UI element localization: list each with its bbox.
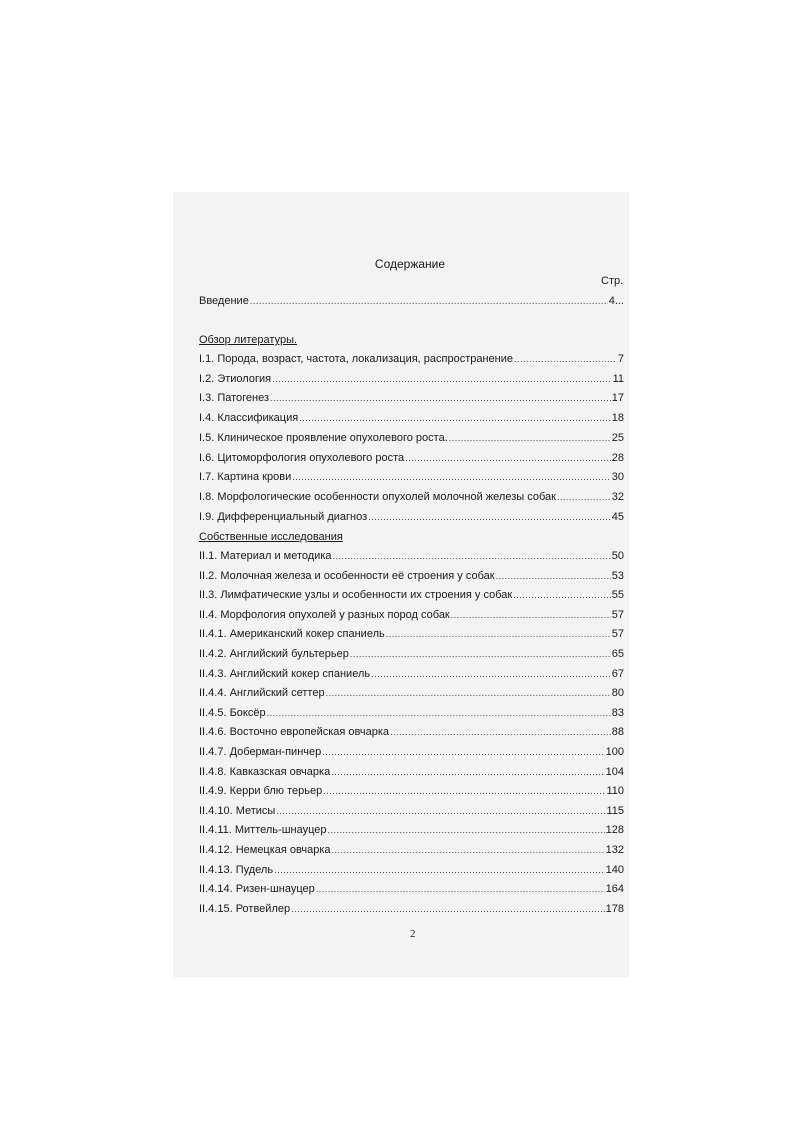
- leader-dots: [332, 845, 605, 855]
- toc-entry-label: I.1. Порода, возраст, частота, локализация, распространение: [199, 353, 514, 365]
- leader-dots: [386, 629, 611, 639]
- toc-entry-intro[interactable]: [199, 295, 624, 311]
- toc-entry[interactable]: [199, 668, 624, 684]
- toc-entry-page: 178: [605, 902, 624, 915]
- toc-entry-page: 83: [611, 706, 624, 719]
- leader-dots: [250, 296, 608, 306]
- toc-entry-page: 55: [611, 589, 624, 602]
- toc-entry[interactable]: [199, 805, 624, 821]
- toc-entry-label: I.8. Морфологические особенности опухолей молочной железы собак: [199, 490, 556, 503]
- toc-entry-page: 28: [611, 451, 624, 464]
- toc-entry[interactable]: [199, 824, 624, 840]
- toc-entry-page: 57: [611, 628, 624, 641]
- toc-entry[interactable]: [199, 883, 624, 899]
- leader-dots: [331, 767, 604, 777]
- toc-entry-label: I.6. Цитоморфология опухолевого роста: [199, 451, 405, 464]
- toc-entry[interactable]: [199, 471, 624, 487]
- toc-entry-page: 164: [605, 883, 624, 896]
- toc-entry[interactable]: [199, 353, 624, 369]
- leader-dots: [272, 374, 611, 384]
- toc-entry[interactable]: [199, 746, 624, 762]
- toc-entry[interactable]: [199, 550, 624, 566]
- leader-dots: [371, 669, 611, 679]
- toc-entry-label: II.4.6. Восточно европейская овчарка: [199, 726, 390, 739]
- toc-entry-label: II.4.3. Английский кокер спаниель: [199, 667, 371, 680]
- toc-entry-page: 32: [611, 490, 624, 503]
- toc-entry-label: Введение: [199, 295, 249, 307]
- toc-entry-label: II.3. Лимфатические узлы и особенности их строения у собак: [199, 589, 513, 602]
- toc-entry-label: II.4. Морфология опухолей у разных пород собак: [199, 608, 450, 621]
- toc-entry-page: 50: [611, 550, 624, 562]
- leader-dots: [267, 708, 611, 718]
- toc-entry-page: 45: [611, 510, 624, 523]
- leader-dots: [292, 472, 611, 482]
- toc-entry-label: II.2. Молочная железа и особенности её строения у собак: [199, 569, 495, 582]
- toc-entry[interactable]: [199, 452, 624, 468]
- toc-entry-label: II.4.2. Английский бультерьер: [199, 648, 349, 660]
- toc-entry-label: II.4.4. Английский сеттер: [199, 687, 325, 700]
- leader-dots: [328, 825, 605, 835]
- toc-entry-label: II.4.11. Миттель-шнауцер: [199, 824, 327, 837]
- leader-dots: [299, 413, 611, 423]
- toc-entry[interactable]: [199, 609, 624, 625]
- leader-dots: [274, 865, 605, 875]
- leader-dots: [514, 354, 617, 364]
- toc-entry-label: I.4. Классификация: [199, 412, 299, 425]
- leader-dots: [322, 747, 604, 757]
- toc-entry[interactable]: [199, 412, 624, 428]
- toc-entry-page: 115: [606, 804, 624, 817]
- leader-dots: [291, 904, 605, 914]
- toc-entry-page: 4...: [608, 295, 624, 307]
- leader-dots: [323, 786, 605, 796]
- toc-entry[interactable]: [199, 392, 624, 408]
- toc-entry-label: II.1. Материал и методика: [199, 550, 332, 562]
- leader-dots: [333, 551, 611, 561]
- toc-entry-label: II.4.8. Кавказская овчарка: [199, 765, 331, 778]
- toc-entry-label: II.4.1. Американский кокер спаниель: [199, 628, 385, 641]
- toc-entry[interactable]: [199, 903, 624, 919]
- leader-dots: [496, 571, 611, 581]
- toc-entry[interactable]: [199, 511, 624, 527]
- toc-entry[interactable]: [199, 864, 624, 880]
- toc-entry-label: II.4.7. Доберман-пинчер: [199, 746, 322, 758]
- toc-entry-page: 140: [605, 863, 624, 876]
- toc-entry-page: 110: [606, 785, 624, 798]
- leader-dots: [557, 492, 611, 502]
- toc-entry-label: II.4.10. Метисы: [199, 804, 276, 817]
- toc-entry-label: II.4.5. Боксёр: [199, 706, 266, 719]
- leader-dots: [405, 453, 611, 463]
- toc-title: Содержание: [374, 257, 446, 271]
- toc-entry-label: I.9. Дифференциальный диагноз: [199, 510, 368, 523]
- toc-entry-page: 53: [611, 569, 624, 582]
- toc-entry-label: II.4.13. Пудель: [199, 863, 274, 876]
- toc-entry-label: I.5. Клиническое проявление опухолевого роста.: [199, 431, 448, 444]
- toc-entry-page: 18: [611, 412, 624, 425]
- leader-dots: [449, 433, 611, 443]
- toc-entry-page: 7: [617, 353, 624, 365]
- page-column-label: Стр.: [601, 275, 624, 287]
- toc-entry[interactable]: [199, 589, 624, 605]
- leader-dots: [513, 590, 611, 600]
- toc-entry-label: II.4.14. Ризен-шнауцер: [199, 883, 315, 896]
- leader-dots: [276, 806, 605, 816]
- toc-entry[interactable]: [199, 648, 624, 664]
- leader-dots: [350, 649, 611, 659]
- toc-entry-label: II.4.15. Ротвейлер: [199, 902, 291, 915]
- toc-entry-page: 88: [611, 726, 624, 739]
- toc-entry-label: I.2. Этиология: [199, 372, 272, 385]
- section-heading-research: Собственные исследования: [199, 531, 343, 543]
- toc-entry-label: I.7. Картина крови: [199, 471, 292, 484]
- toc-entry-page: 17: [611, 392, 624, 405]
- toc-entry-label: I.3. Патогенез: [199, 392, 270, 405]
- leader-dots: [451, 610, 611, 620]
- toc-entry-page: 30: [611, 471, 624, 484]
- toc-entry[interactable]: [199, 726, 624, 742]
- toc-entry[interactable]: [199, 432, 624, 448]
- toc-entry-page: 11: [612, 372, 624, 385]
- toc-entry-page: 65: [611, 648, 624, 660]
- toc-entry-page: 80: [611, 687, 624, 700]
- toc-entry-page: 104: [605, 765, 624, 778]
- toc-entry[interactable]: [199, 491, 624, 507]
- toc-entry-label: II.4.9. Керри блю терьер: [199, 785, 323, 798]
- toc-entry[interactable]: [199, 628, 624, 644]
- leader-dots: [326, 688, 611, 698]
- leader-dots: [316, 884, 605, 894]
- toc-entry-page: 67: [611, 667, 624, 680]
- toc-entry[interactable]: [199, 844, 624, 860]
- toc-entry-label: II.4.12. Немецкая овчарка: [199, 844, 331, 856]
- toc-entry-page: 57: [611, 608, 624, 621]
- page-number: 2: [410, 928, 416, 940]
- section-heading-literature: Обзор литературы.: [199, 334, 298, 346]
- leader-dots: [270, 393, 611, 403]
- toc-entry-page: 132: [605, 844, 624, 856]
- toc-entry-page: 128: [605, 824, 624, 837]
- toc-entry[interactable]: [199, 373, 624, 389]
- toc-entry-page: 25: [611, 431, 624, 444]
- toc-entry[interactable]: [199, 785, 624, 801]
- leader-dots: [390, 727, 611, 737]
- toc-entry[interactable]: [199, 687, 624, 703]
- toc-entry[interactable]: [199, 570, 624, 586]
- toc-entry[interactable]: [199, 707, 624, 723]
- leader-dots: [368, 512, 611, 522]
- toc-entry[interactable]: [199, 766, 624, 782]
- toc-entry-page: 100: [605, 746, 624, 758]
